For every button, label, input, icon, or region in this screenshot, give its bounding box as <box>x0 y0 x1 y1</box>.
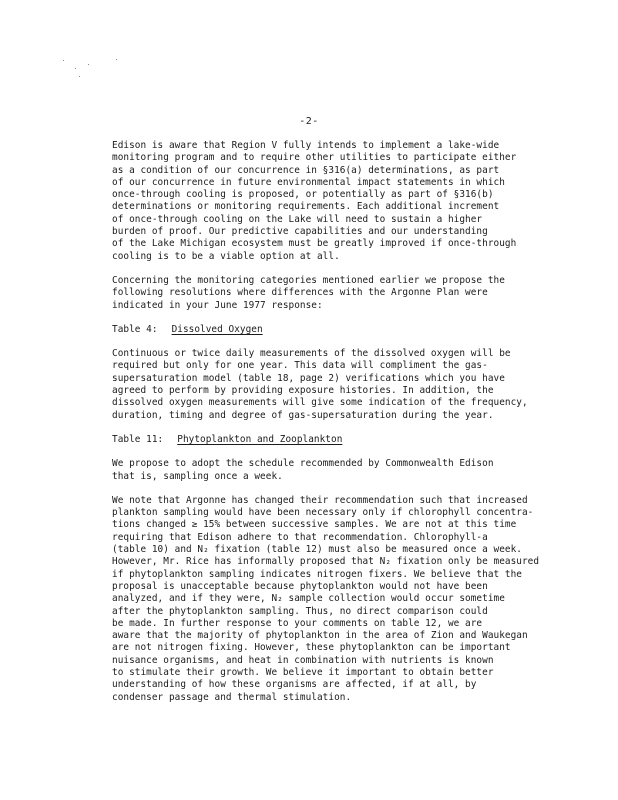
text-line: dissolved oxygen measurements will give some indication of the frequency, <box>112 397 528 409</box>
text-line: determinations or monitoring requirements. Each additional increment <box>112 201 500 213</box>
text-line: as a condition of our concurrence in §316(a) determinations, as part <box>112 164 500 176</box>
page-number: -2- <box>299 116 319 127</box>
text-line: understanding of how these organisms are affected, if at all, by <box>112 679 477 691</box>
section-heading-table-4 <box>112 324 572 336</box>
text-line: once-through cooling is proposed, or potentially as part of §316(b) <box>112 189 494 201</box>
text-line: nuisance organisms, and heat in combination with nutrients is known <box>112 654 494 666</box>
text-line: cooling is to be a viable option at all. <box>112 250 340 262</box>
text-line: monitoring program and to require other utilities to participate either <box>112 152 517 164</box>
text-line: Concerning the monitoring categories mentioned earlier we propose the <box>112 274 505 286</box>
text-line: proposal is unacceptable because phytoplankton would not have been <box>112 580 488 592</box>
text-line: to stimulate their growth. We believe it important to obtain better <box>112 666 494 678</box>
section-title: Dissolved Oxygen <box>171 323 263 335</box>
text-line: We propose to adopt the schedule recommended by Commonwealth Edison <box>112 458 494 470</box>
text-line: burden of proof. Our predictive capabilities and our understanding <box>112 226 488 238</box>
text-line: condenser passage and thermal stimulation. <box>112 691 352 703</box>
text-line: of our concurrence in future environmental impact statements in which <box>112 176 505 188</box>
paragraph-sampling-schedule <box>112 458 572 483</box>
text-line: tions changed ≥ 15% between successive samples. We are not at this time <box>112 519 517 531</box>
text-line: that is, sampling once a week. <box>112 470 283 482</box>
scan-speck <box>63 60 64 61</box>
text-line: following resolutions where differences with the Argonne Plan were <box>112 287 488 299</box>
text-line: supersaturation model (table 18, page 2) verifications which you have <box>112 372 505 384</box>
text-line: required but only for one year. This data will compliment the gas- <box>112 360 488 372</box>
text-line: of the Lake Michigan ecosystem must be greatly improved if once-through <box>112 238 517 250</box>
scan-speck <box>116 59 117 60</box>
scan-speck <box>75 68 76 69</box>
text-line: requiring that Edison adhere to that recommendation. Chlorophyll-a <box>112 531 488 543</box>
text-line: (table 10) and N₂ fixation (table 12) must also be measured once a week. <box>112 544 522 556</box>
text-line: are not nitrogen fixing. However, these phytoplankton can be important <box>112 642 511 654</box>
section-title: Phytoplankton and Zooplankton <box>177 433 343 445</box>
text-line: plankton sampling would have been necessary only if chlorophyll concentra- <box>112 507 534 519</box>
text-line: agreed to perform by providing exposure histories. In addition, the <box>112 385 494 397</box>
paragraph-dissolved-oxygen <box>112 348 572 422</box>
paragraph-monitoring-categories <box>112 275 572 312</box>
scan-speck <box>79 76 80 77</box>
table-label: Table 4: <box>112 323 158 335</box>
paragraph-argonne-recommendation <box>112 495 572 704</box>
text-line: of once-through cooling on the Lake will need to sustain a higher <box>112 213 483 225</box>
text-line: We note that Argonne has changed their recommendation such that increased <box>112 494 528 506</box>
section-heading-table-11 <box>112 434 572 446</box>
text-line: Continuous or twice daily measurements of the dissolved oxygen will be <box>112 348 511 360</box>
paragraph-edison-monitoring <box>112 140 572 263</box>
table-label: Table 11: <box>112 433 164 445</box>
text-line: aware that the majority of phytoplankton in the area of Zion and Waukegan <box>112 630 528 642</box>
text-line: analyzed, and if they were, N₂ sample collection would occur sometime <box>112 593 505 605</box>
text-line: duration, timing and degree of gas-supersaturation during the year. <box>112 409 494 421</box>
letter-body <box>112 140 572 716</box>
text-line: However, Mr. Rice has informally proposed that N₂ fixation only be measured <box>112 556 540 568</box>
text-line: after the phytoplankton sampling. Thus, no direct comparison could <box>112 605 488 617</box>
text-line: be made. In further response to your comments on table 12, we are <box>112 617 483 629</box>
text-line: indicated in your June 1977 response: <box>112 299 323 311</box>
text-line: if phytoplankton sampling indicates nitrogen fixers. We believe that the <box>112 568 522 580</box>
scan-speck <box>88 64 89 65</box>
text-line: Edison is aware that Region V fully intends to implement a lake-wide <box>112 140 500 151</box>
